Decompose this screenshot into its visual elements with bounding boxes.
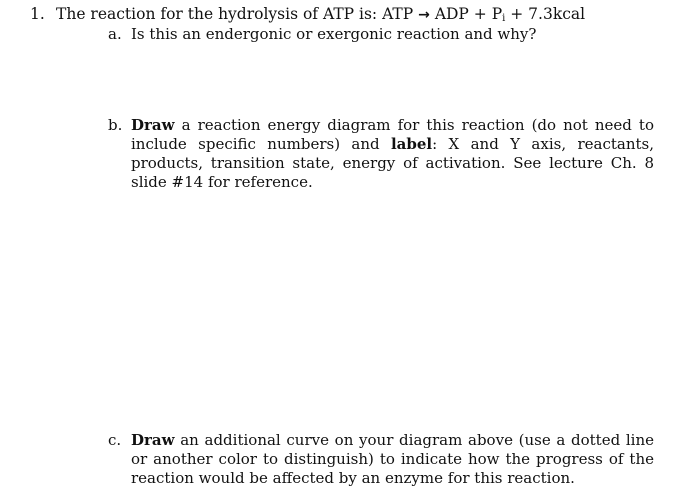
part-c-bold-draw: Draw xyxy=(131,431,175,449)
part-a-text: Is this an endergonic or exergonic reaction and why? xyxy=(131,25,537,43)
question-number: 1. xyxy=(30,5,45,23)
part-b-bold-label: label xyxy=(390,135,433,153)
part-a-letter: a. xyxy=(108,25,122,43)
part-b xyxy=(108,116,668,192)
reaction-products: ADP + P xyxy=(434,5,503,23)
reaction-energy: + 7.3kcal xyxy=(505,5,586,23)
part-b-text-1: a reaction energy diagram for this reaction (do not need to include specific numbers) and xyxy=(131,116,654,153)
part-c-text-1: an additional curve on your diagram above (use a dotted line or another color to distinguish) to indicate how the progress of the reaction would be affected by an enzyme for this reaction. xyxy=(131,431,654,487)
part-a xyxy=(108,25,668,44)
part-c-text xyxy=(131,431,654,488)
part-c xyxy=(108,431,668,488)
part-b-text-2: : X and Y axis, reactants, products, transition state, energy of activation. See lecture Ch. 8 slide #14 for reference. xyxy=(131,135,654,191)
part-b-bold-draw: Draw xyxy=(131,116,175,134)
part-b-text xyxy=(131,116,654,192)
part-c-letter: c. xyxy=(108,431,122,449)
part-b-letter: b. xyxy=(108,116,123,134)
question-text: The reaction for the hydrolysis of ATP is: ATP xyxy=(56,5,414,23)
phosphate-subscript: i xyxy=(502,13,506,24)
reaction-arrow-icon: → xyxy=(418,7,430,23)
